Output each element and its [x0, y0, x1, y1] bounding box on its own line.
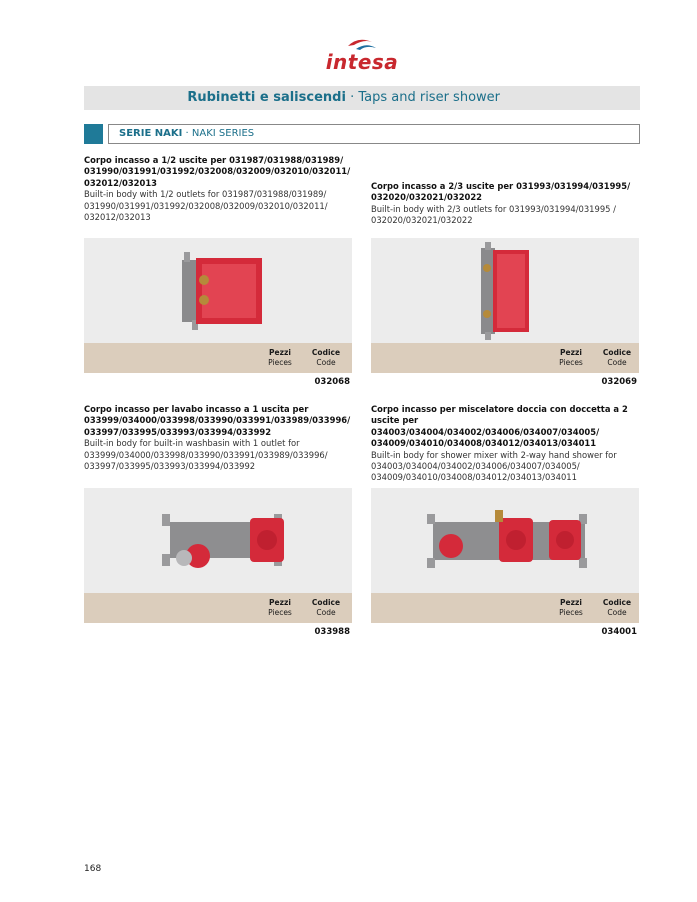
- pieces-label-it: Pezzi: [560, 348, 582, 357]
- product-info-bar: [84, 343, 352, 373]
- product-image: [371, 488, 639, 593]
- code-label: [597, 348, 637, 368]
- product-title-it: Corpo incasso a 2/3 uscite per 031993/031994/031995/ 032020/032021/032022: [371, 181, 631, 203]
- page-number: 168: [84, 864, 102, 874]
- section-title-separator: ·: [350, 90, 355, 105]
- code-label: [306, 598, 346, 618]
- product-image: [84, 238, 352, 343]
- product-title-it: Corpo incasso per miscelatore doccia con doccetta a 2 uscite per 034003/034004/034002/034006/034007/034005/ 034009/034010/034008/034012/034013/034011: [371, 404, 628, 449]
- brand-name: intesa: [325, 50, 399, 74]
- product-info-bar: [371, 593, 639, 623]
- series-separator: ·: [185, 128, 189, 139]
- product-card: [84, 155, 352, 395]
- code-label-en: Code: [316, 608, 336, 617]
- product-description: [371, 404, 639, 484]
- code-label-it: Codice: [311, 348, 341, 357]
- shower-mixer-body-icon: [371, 488, 639, 593]
- pieces-label-en: Pieces: [268, 358, 292, 367]
- product-card: [371, 155, 639, 395]
- pieces-label-en: Pieces: [559, 608, 583, 617]
- product-desc-en: Built-in body with 1/2 outlets for 031987/031988/031989/ 031990/031991/031992/032008/032009/032010/032011/ 032012/032013: [84, 189, 328, 223]
- pieces-label: [260, 598, 300, 618]
- section-title-bar: [84, 86, 640, 110]
- pieces-label-it: Pezzi: [269, 348, 291, 357]
- code-label-en: Code: [607, 608, 627, 617]
- pieces-label-it: Pezzi: [269, 598, 291, 607]
- code-label: [306, 348, 346, 368]
- product-desc-en: Built-in body for shower mixer with 2-way hand shower for 034003/034004/034002/034006/034007/034005/ 034009/034010/034008/034012/034013/034011: [371, 449, 617, 483]
- pieces-label-it: Pezzi: [560, 598, 582, 607]
- pieces-label: [551, 348, 591, 368]
- series-header: [84, 124, 640, 144]
- product-code: 033988: [314, 627, 350, 637]
- pieces-label: [260, 348, 300, 368]
- product-image: [371, 238, 639, 343]
- code-label-it: Codice: [602, 598, 632, 607]
- product-card: [84, 404, 352, 644]
- code-label: [597, 598, 637, 618]
- code-label-it: Codice: [311, 598, 341, 607]
- code-label-en: Code: [607, 358, 627, 367]
- product-title-it: Corpo incasso a 1/2 uscite per 031987/031988/031989/ 031990/031991/031992/032008/032009/032010/032011/ 032012/032013: [84, 155, 351, 188]
- code-label-en: Code: [316, 358, 336, 367]
- built-in-body-tall-icon: [371, 238, 639, 343]
- product-code: 032069: [601, 377, 637, 387]
- series-it: SERIE NAKI: [119, 128, 183, 139]
- product-code: 032068: [314, 377, 350, 387]
- pieces-label-en: Pieces: [268, 608, 292, 617]
- product-info-bar: [84, 593, 352, 623]
- washbasin-body-icon: [84, 488, 352, 593]
- pieces-label-en: Pieces: [559, 358, 583, 367]
- section-title-it: Rubinetti e saliscendi: [187, 90, 346, 105]
- pieces-label: [551, 598, 591, 618]
- series-en: NAKI SERIES: [191, 128, 255, 139]
- product-description: [84, 404, 352, 472]
- series-label-box: [108, 124, 640, 144]
- product-info-bar: [371, 343, 639, 373]
- product-desc-en: Built-in body with 2/3 outlets for 031993/031994/031995 / 032020/032021/032022: [371, 203, 616, 226]
- section-title-en: Taps and riser shower: [358, 90, 500, 105]
- product-code: 034001: [601, 627, 637, 637]
- built-in-body-box-icon: [84, 238, 352, 343]
- product-desc-en: Built-in body for built-in washbasin with 1 outlet for 033999/034000/033998/033990/033991/033989/033996/ 033997/033995/033993/033994/033992: [84, 438, 328, 472]
- code-label-it: Codice: [602, 348, 632, 357]
- product-description: [84, 155, 352, 223]
- brand-logo: [322, 36, 402, 80]
- product-description: [371, 181, 639, 227]
- product-card: [371, 404, 639, 644]
- product-title-it: Corpo incasso per lavabo incasso a 1 uscita per 033999/034000/033998/033990/033991/033989/033996/ 033997/033995/033993/033994/033992: [84, 404, 351, 437]
- series-marker: [84, 124, 103, 144]
- product-image: [84, 488, 352, 593]
